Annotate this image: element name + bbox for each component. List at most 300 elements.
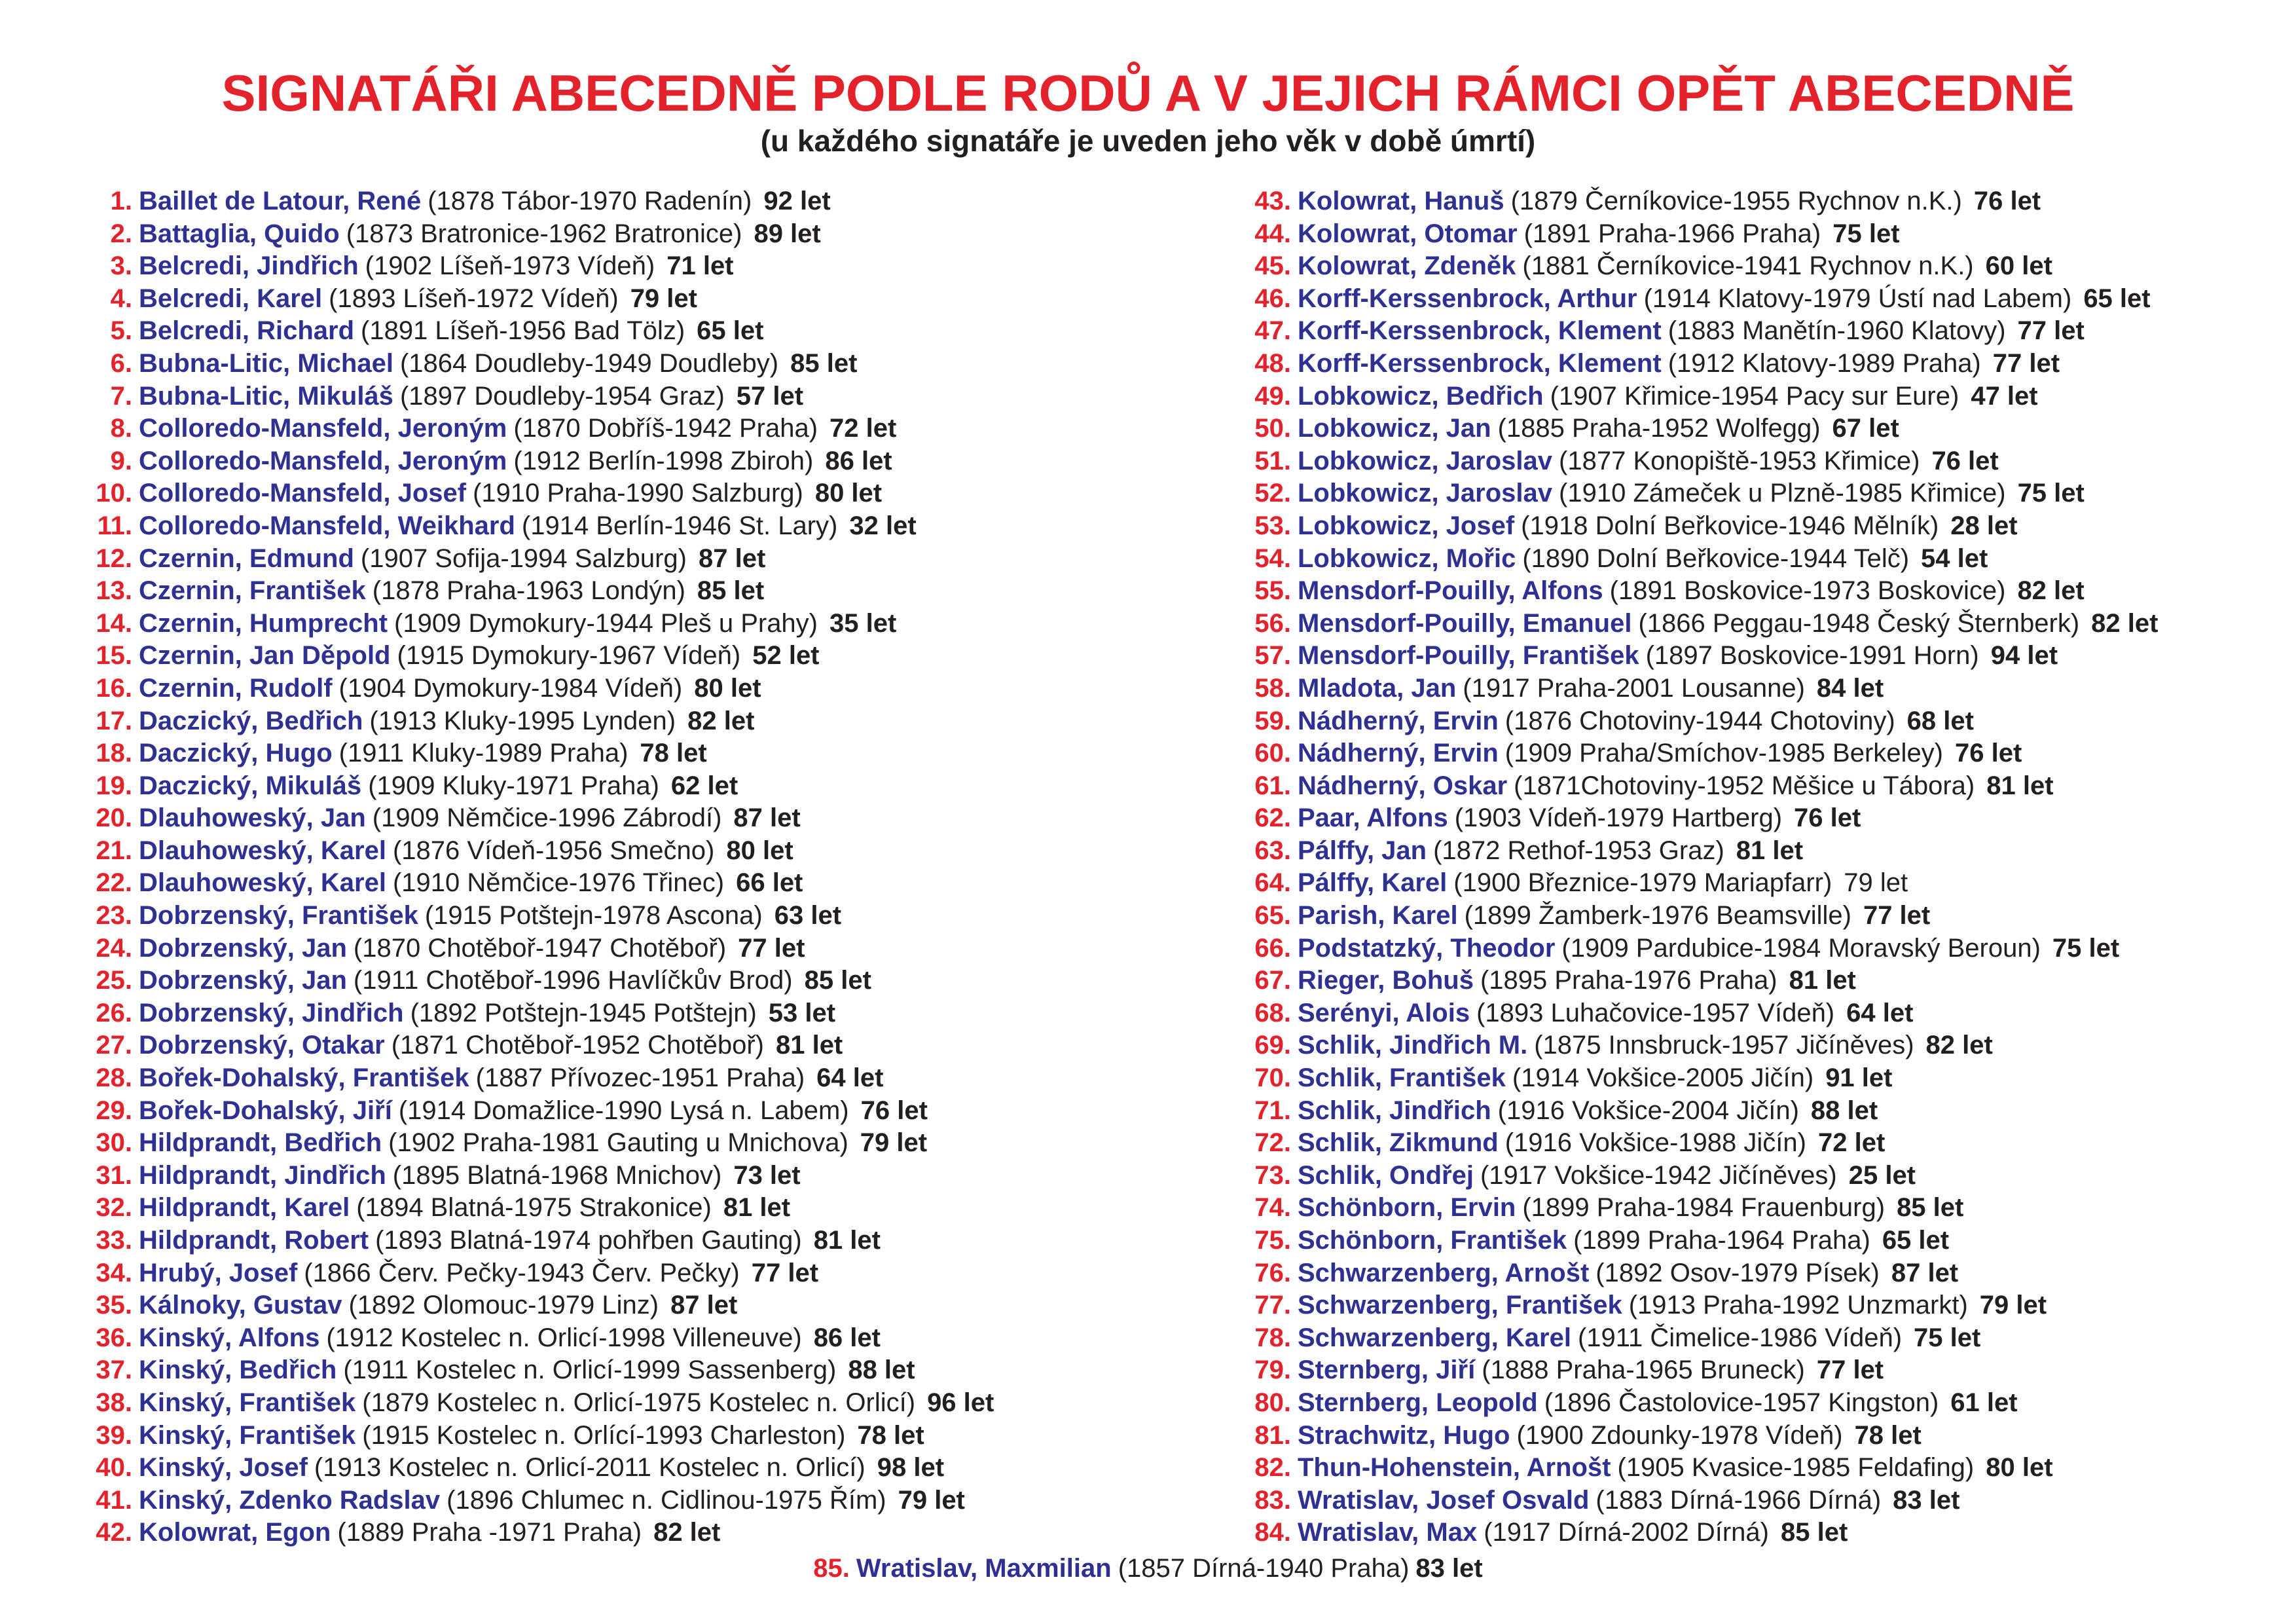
entry-info: (1893 Blatná-1974 pohřben Gauting): [375, 1226, 802, 1255]
signatory-entry: [1231, 867, 2158, 900]
signatory-entry: [1231, 1257, 2158, 1290]
signatory-entry: [72, 965, 994, 997]
entry-name: Nádherný, Ervin: [1298, 706, 1499, 735]
signatory-entry: [1231, 1225, 2158, 1257]
entry-name: Czernin, František: [139, 576, 366, 606]
entry-info: (1887 Přívozec-1951 Praha): [475, 1063, 805, 1093]
entry-info: (1902 Líšeň-1973 Vídeň): [365, 251, 655, 281]
entry-name: Hildprandt, Robert: [139, 1226, 369, 1255]
signatory-entry: [1231, 1192, 2158, 1225]
signatory-entry: [1231, 575, 2158, 608]
entry-age: 67 let: [1832, 414, 1899, 443]
signatory-entry: [1231, 900, 2158, 932]
entry-age: 94 let: [1990, 641, 2058, 671]
entry-number: 4.: [110, 284, 132, 313]
signatory-entry: [1231, 1160, 2158, 1192]
entry-number: 28.: [96, 1063, 132, 1093]
entry-age: 85 let: [1780, 1518, 1848, 1547]
entry-number: 8.: [110, 414, 132, 443]
entry-age: 60 let: [1985, 251, 2052, 281]
signatory-entry: [72, 932, 994, 965]
entry-info: (1870 Chotěboř-1947 Chotěboř): [353, 933, 727, 963]
entry-name: Korff-Kerssenbrock, Arthur: [1298, 284, 1637, 313]
entry-name: Czernin, Rudolf: [139, 673, 333, 703]
entry-number: 50.: [1254, 414, 1291, 443]
entry-age: 75 let: [2052, 933, 2120, 963]
entry-number: 31.: [96, 1160, 132, 1190]
entry-number: 70.: [1254, 1063, 1291, 1093]
entry-name: Mladota, Jan: [1298, 673, 1457, 703]
signatory-entry: [72, 250, 994, 283]
signatory-entry: [1231, 1387, 2158, 1420]
entry-name: Wratislav, Josef Osvald: [1298, 1485, 1590, 1515]
signatory-entry: [72, 1225, 994, 1257]
entry-age: 77 let: [738, 933, 805, 963]
signatory-entry: [72, 445, 994, 478]
entry-age: 84 let: [1816, 673, 1884, 703]
entry-number: 83.: [1254, 1485, 1291, 1515]
entry-info: (1914 Domažlice-1990 Lysá n. Labem): [398, 1096, 849, 1125]
entry-number: 84.: [1254, 1518, 1291, 1547]
entry-name: Nádherný, Ervin: [1298, 739, 1499, 768]
entry-number: 17.: [96, 706, 132, 735]
entry-info: (1872 Rethof-1953 Graz): [1433, 836, 1724, 865]
entry-age: 83 let: [1893, 1485, 1960, 1515]
entry-name: Dobrzenský, Jan: [139, 966, 347, 995]
entry-age: 78 let: [640, 739, 707, 768]
entry-age: 61 let: [1950, 1388, 2018, 1417]
entry-number: 6.: [110, 348, 132, 378]
entry-number: 85.: [813, 1554, 850, 1583]
entry-info: (1899 Praha-1984 Frauenburg): [1522, 1193, 1886, 1223]
signatory-entry: [72, 185, 994, 218]
signatory-entry: [1231, 1322, 2158, 1355]
signatory-entry: [72, 673, 994, 705]
entry-name: Sternberg, Jiří: [1298, 1356, 1476, 1385]
entry-number: 82.: [1254, 1453, 1291, 1483]
entry-name: Korff-Kerssenbrock, Klement: [1298, 348, 1662, 378]
entry-info: (1915 Kostelec n. Orlící-1993 Charleston): [362, 1420, 846, 1450]
signatory-entry: [1231, 218, 2158, 251]
signatory-entry: [72, 348, 994, 380]
entry-info: (1912 Berlín-1998 Zbiroh): [513, 446, 814, 475]
entry-number: 16.: [96, 673, 132, 703]
entry-name: Paar, Alfons: [1298, 803, 1448, 833]
entry-number: 58.: [1254, 673, 1291, 703]
entry-number: 37.: [96, 1356, 132, 1385]
entry-info: (1914 Klatovy-1979 Ústí nad Labem): [1643, 284, 2072, 313]
entry-age: 76 let: [1931, 446, 1999, 475]
entry-age: 77 let: [1816, 1356, 1884, 1385]
entry-name: Mensdorf-Pouilly, František: [1298, 641, 1639, 671]
entry-age: 68 let: [1906, 706, 1974, 735]
signatory-entry: [1231, 315, 2158, 348]
entry-age: 81 let: [1736, 836, 1804, 865]
entry-number: 38.: [96, 1388, 132, 1417]
entry-age: 25 let: [1848, 1160, 1916, 1190]
signatory-entry: [72, 1257, 994, 1290]
entry-name: Schlik, Jindřich: [1298, 1096, 1491, 1125]
entry-number: 62.: [1254, 803, 1291, 833]
entry-age: 54 let: [1921, 544, 1988, 573]
entry-info: (1891 Líšeň-1956 Bad Tölz): [361, 316, 685, 346]
signatory-entry: [1231, 1354, 2158, 1387]
entry-number: 5.: [110, 316, 132, 346]
entry-name: Schlik, Jindřich M.: [1298, 1031, 1528, 1060]
entry-number: 66.: [1254, 933, 1291, 963]
entry-name: Hildprandt, Jindřich: [139, 1160, 386, 1190]
signatory-entry: [72, 997, 994, 1030]
entry-age: 85 let: [697, 576, 765, 606]
entry-name: Hildprandt, Karel: [139, 1193, 350, 1223]
entry-info: (1866 Červ. Pečky-1943 Červ. Pečky): [304, 1258, 740, 1287]
entry-age: 64 let: [1846, 998, 1914, 1027]
entry-number: 25.: [96, 966, 132, 995]
entry-age: 87 let: [698, 544, 766, 573]
entry-age: 79 let: [630, 284, 697, 313]
entry-name: Kinský, František: [139, 1420, 356, 1450]
entry-info: (1878 Tábor-1970 Radenín): [428, 187, 752, 215]
entry-age: 72 let: [829, 414, 897, 443]
entry-name: Hildprandt, Bedřich: [139, 1128, 382, 1158]
entry-name: Lobkowicz, Jaroslav: [1298, 479, 1553, 508]
entry-info: (1910 Zámeček u Plzně-1985 Křimice): [1559, 479, 2006, 508]
entry-age: 75 let: [1832, 219, 1900, 248]
entry-name: Belcredi, Karel: [139, 284, 323, 313]
signatory-entry: [1231, 705, 2158, 738]
entry-info: (1857 Dírná-1940 Praha): [1118, 1554, 1410, 1583]
entry-number: 60.: [1254, 739, 1291, 768]
signatory-entry: [72, 608, 994, 640]
entry-name: Korff-Kerssenbrock, Klement: [1298, 316, 1662, 346]
entry-info: (1870 Dobříš-1942 Praha): [513, 414, 818, 443]
signatory-entry: [72, 1387, 994, 1420]
entry-name: Kálnoky, Gustav: [139, 1291, 342, 1320]
entry-age: 81 let: [723, 1193, 791, 1223]
entry-number: 36.: [96, 1323, 132, 1352]
entry-age: 80 let: [814, 479, 883, 508]
entry-number: 13.: [96, 576, 132, 606]
entry-name: Mensdorf-Pouilly, Alfons: [1298, 576, 1603, 606]
signatory-entry: [1231, 413, 2158, 445]
entry-age: 78 let: [857, 1420, 924, 1450]
entry-age: 80 let: [694, 673, 761, 703]
entry-age: 52 let: [752, 641, 820, 671]
signatory-entry: [72, 413, 994, 445]
entry-age: 76 let: [1794, 803, 1861, 833]
entry-info: (1891 Praha-1966 Praha): [1523, 219, 1821, 248]
page-title: SIGNATÁŘI ABECEDNĚ PODLE RODŮ A V JEJICH RÁMCI OPĚT ABECEDNĚ: [221, 64, 2075, 122]
entry-number: 1.: [110, 187, 132, 215]
entry-number: 56.: [1254, 608, 1291, 638]
entry-name: Schwarzenberg, Karel: [1298, 1323, 1571, 1352]
entry-info: (1871Chotoviny-1952 Měšice u Tábora): [1514, 771, 1975, 800]
entry-name: Kinský, Josef: [139, 1453, 308, 1483]
entry-number: 61.: [1254, 771, 1291, 800]
entry-age: 53 let: [768, 998, 836, 1027]
signatory-entry: [1231, 640, 2158, 673]
entry-name: Dobrzenský, František: [139, 901, 418, 931]
entry-age: 87 let: [733, 803, 801, 833]
entry-age: 79 let: [860, 1128, 928, 1158]
signatory-list-right: [1231, 185, 2158, 1549]
entry-name: Daczický, Bedřich: [139, 706, 363, 735]
signatory-entry: [72, 1160, 994, 1192]
entry-name: Wratislav, Maxmilian: [856, 1554, 1112, 1583]
entry-info: (1900 Březnice-1979 Mariapfarr): [1453, 868, 1832, 898]
signatory-entry: [1231, 185, 2158, 218]
entry-number: 2.: [110, 219, 132, 248]
entry-info: (1889 Praha -1971 Praha): [337, 1518, 642, 1547]
signatory-entry: [1231, 997, 2158, 1030]
entry-info: (1914 Vokšice-2005 Jičín): [1512, 1063, 1814, 1093]
entry-name: Lobkowicz, Bedřich: [1298, 381, 1544, 411]
entry-age: 77 let: [2017, 316, 2085, 346]
entry-number: 19.: [96, 771, 132, 800]
entry-number: 11.: [97, 511, 132, 540]
entry-number: 24.: [96, 933, 132, 963]
entry-name: Schönborn, František: [1298, 1226, 1567, 1255]
entry-number: 76.: [1254, 1258, 1291, 1287]
entry-name: Lobkowicz, Mořic: [1298, 544, 1516, 573]
entry-info: (1883 Manětín-1960 Klatovy): [1667, 316, 2006, 346]
signatory-entry: [1231, 1485, 2158, 1517]
entry-age: 83 let: [1415, 1554, 1483, 1583]
entry-number: 27.: [96, 1031, 132, 1060]
entry-info: (1895 Praha-1976 Praha): [1480, 966, 1777, 995]
entry-number: 9.: [110, 446, 132, 475]
entry-name: Colloredo-Mansfeld, Josef: [139, 479, 467, 508]
entry-age: 76 let: [1973, 187, 2041, 215]
entry-age: 88 let: [848, 1356, 915, 1385]
entry-age: 65 let: [2083, 284, 2151, 313]
page-subtitle: (u každého signatáře je uveden jeho věk v době úmrtí): [760, 124, 1536, 158]
entry-age: 79 let: [898, 1485, 965, 1515]
entry-info: (1897 Boskovice-1991 Horn): [1645, 641, 1979, 671]
entry-number: 18.: [96, 739, 132, 768]
signatory-entry: [1231, 543, 2158, 576]
entry-name: Schlik, Ondřej: [1298, 1160, 1474, 1190]
entry-name: Daczický, Mikuláš: [139, 771, 362, 800]
entry-name: Battaglia, Quido: [139, 219, 340, 248]
entry-info: (1892 Olomouc-1979 Linz): [348, 1291, 659, 1320]
entry-age: 81 let: [1986, 771, 2054, 800]
signatory-entry: [72, 770, 994, 803]
entry-number: 55.: [1254, 576, 1291, 606]
entry-name: Colloredo-Mansfeld, Jeroným: [139, 414, 507, 443]
entry-age: 85 let: [790, 348, 858, 378]
entry-age: 86 let: [825, 446, 892, 475]
entry-info: (1910 Praha-1990 Salzburg): [473, 479, 803, 508]
entry-name: Mensdorf-Pouilly, Emanuel: [1298, 608, 1632, 638]
signatory-entry: [1231, 770, 2158, 803]
entry-name: Podstatzký, Theodor: [1298, 933, 1556, 963]
signatory-entry: [1231, 1517, 2158, 1549]
entry-number: 15.: [96, 641, 132, 671]
entry-age: 82 let: [2091, 608, 2159, 638]
entry-number: 59.: [1254, 706, 1291, 735]
entry-info: (1903 Vídeň-1979 Hartberg): [1454, 803, 1783, 833]
entry-number: 47.: [1254, 316, 1291, 346]
entry-number: 67.: [1254, 966, 1291, 995]
entry-name: Sternberg, Leopold: [1298, 1388, 1538, 1417]
signatory-entry: [72, 1322, 994, 1355]
entry-number: 20.: [96, 803, 132, 833]
entry-number: 10.: [96, 479, 132, 508]
entry-info: (1905 Kvasice-1985 Feldafing): [1617, 1453, 1975, 1483]
entry-number: 81.: [1254, 1420, 1291, 1450]
entry-number: 22.: [96, 868, 132, 898]
entry-age: 82 let: [687, 706, 755, 735]
entry-name: Belcredi, Richard: [139, 316, 355, 346]
signatory-entry: [72, 737, 994, 770]
signatory-entry: [72, 1192, 994, 1225]
entry-age: 88 let: [1810, 1096, 1878, 1125]
entry-age: 78 let: [1854, 1420, 1922, 1450]
entry-info: (1864 Doudleby-1949 Doudleby): [399, 348, 779, 378]
signatory-entry: [1231, 673, 2158, 705]
entry-info: (1890 Dolní Beřkovice-1944 Telč): [1522, 544, 1910, 573]
entry-name: Dlauhoweský, Karel: [139, 868, 386, 898]
entry-number: 71.: [1254, 1096, 1291, 1125]
entry-name: Kolowrat, Egon: [139, 1518, 331, 1547]
entry-name: Bubna-Litic, Michael: [139, 348, 393, 378]
entry-number: 7.: [110, 381, 132, 411]
entry-name: Schwarzenberg, Arnošt: [1298, 1258, 1590, 1287]
signatory-entry: [72, 1062, 994, 1095]
entry-name: Kolowrat, Zdeněk: [1298, 251, 1516, 281]
entry-info: (1911 Chotěboř-1996 Havlíčkův Brod): [353, 966, 793, 995]
signatory-entry: [1231, 477, 2158, 510]
entry-age: 85 let: [1897, 1193, 1964, 1223]
signatory-entry: [1231, 445, 2158, 478]
entry-name: Kinský, Zdenko Radslav: [139, 1485, 441, 1515]
entry-name: Kolowrat, Hanuš: [1298, 187, 1504, 215]
entry-info: (1909 Pardubice-1984 Moravský Beroun): [1561, 933, 2041, 963]
signatory-entry: [72, 1354, 994, 1387]
entry-info: (1894 Blatná-1975 Strakonice): [356, 1193, 712, 1223]
entry-age: 76 let: [860, 1096, 928, 1125]
entry-info: (1893 Líšeň-1972 Vídeň): [329, 284, 619, 313]
entry-info: (1909 Dymokury-1944 Pleš u Prahy): [394, 608, 818, 638]
entry-name: Colloredo-Mansfeld, Weikhard: [139, 511, 515, 540]
entry-info: (1879 Kostelec n. Orlicí-1975 Kostelec n. Orlicí): [362, 1388, 916, 1417]
entry-age: 87 let: [1891, 1258, 1959, 1287]
signatory-entry: [1231, 283, 2158, 316]
entry-name: Lobkowicz, Jaroslav: [1298, 446, 1553, 475]
signatory-entry: [72, 867, 994, 900]
signatory-entry: [72, 900, 994, 932]
entry-age: 91 let: [1825, 1063, 1893, 1093]
entry-name: Czernin, Edmund: [139, 544, 354, 573]
signatory-entry: [1231, 932, 2158, 965]
entry-info: (1917 Vokšice-1942 Jičíněves): [1480, 1160, 1837, 1190]
entry-age: 47 let: [1971, 381, 2038, 411]
entry-info: (1917 Dírná-2002 Dírná): [1484, 1518, 1769, 1547]
entry-info: (1879 Černíkovice-1955 Rychnov n.K.): [1510, 187, 1962, 215]
entry-info: (1912 Klatovy-1989 Praha): [1667, 348, 1981, 378]
entry-number: 35.: [96, 1291, 132, 1320]
entry-info: (1909 Němčice-1996 Zábrodí): [372, 803, 722, 833]
entry-info: (1913 Kostelec n. Orlicí-2011 Kostelec n. Orlicí): [314, 1453, 866, 1483]
signatory-entry: [1231, 1095, 2158, 1128]
entry-number: 39.: [96, 1420, 132, 1450]
entry-name: Bubna-Litic, Mikuláš: [139, 381, 393, 411]
entry-name: Thun-Hohenstein, Arnošt: [1298, 1453, 1611, 1483]
entry-info: (1871 Chotěboř-1952 Chotěboř): [391, 1031, 764, 1060]
entry-info: (1909 Praha/Smíchov-1985 Berkeley): [1504, 739, 1944, 768]
signatory-entry: [72, 543, 994, 576]
entry-age: 79 let: [1844, 868, 1908, 898]
signatory-entry: [1231, 1452, 2158, 1485]
entry-info: (1902 Praha-1981 Gauting u Mnichova): [388, 1128, 848, 1158]
entry-info: (1911 Čimelice-1986 Vídeň): [1577, 1323, 1903, 1352]
entry-age: 72 let: [1817, 1128, 1886, 1158]
entry-info: (1888 Praha-1965 Bruneck): [1482, 1356, 1805, 1385]
entry-number: 72.: [1254, 1128, 1291, 1158]
entry-name: Hrubý, Josef: [139, 1258, 298, 1287]
entry-age: 57 let: [736, 381, 804, 411]
entry-info: (1913 Kluky-1995 Lynden): [369, 706, 676, 735]
entry-info: (1913 Praha-1992 Unzmarkt): [1628, 1291, 1968, 1320]
entry-name: Kolowrat, Otomar: [1298, 219, 1518, 248]
signatory-entry: [72, 1127, 994, 1160]
entry-number: 63.: [1254, 836, 1291, 865]
signatory-entry: [1231, 348, 2158, 380]
entry-number: 73.: [1254, 1160, 1291, 1190]
entry-number: 53.: [1254, 511, 1291, 540]
entry-age: 81 let: [1789, 966, 1856, 995]
signatory-entry: [1231, 510, 2158, 543]
entry-info: (1895 Blatná-1968 Mnichov): [392, 1160, 722, 1190]
signatory-entry: [72, 1289, 994, 1322]
entry-age: 32 let: [849, 511, 917, 540]
entry-info: (1916 Vokšice-1988 Jičín): [1504, 1128, 1806, 1158]
entry-number: 45.: [1254, 251, 1291, 281]
signatory-entry: [1231, 1420, 2158, 1452]
entry-name: Daczický, Hugo: [139, 739, 333, 768]
entry-number: 48.: [1254, 348, 1291, 378]
entry-info: (1917 Praha-2001 Lousanne): [1463, 673, 1805, 703]
entry-number: 46.: [1254, 284, 1291, 313]
entry-info: (1896 Chlumec n. Cidlinou-1975 Řím): [446, 1485, 886, 1515]
entry-info: (1904 Dymokury-1984 Vídeň): [338, 673, 683, 703]
entry-age: 81 let: [775, 1031, 843, 1060]
entry-info: (1899 Praha-1964 Praha): [1573, 1226, 1870, 1255]
entry-info: (1912 Kostelec n. Orlicí-1998 Villeneuve): [326, 1323, 802, 1352]
entry-age: 98 let: [877, 1453, 945, 1483]
entry-name: Pálffy, Karel: [1298, 868, 1448, 898]
entry-name: Schlik, Zikmund: [1298, 1128, 1499, 1158]
entry-info: (1909 Kluky-1971 Praha): [368, 771, 659, 800]
entry-name: Kinský, Bedřich: [139, 1356, 337, 1385]
entry-age: 80 let: [1986, 1453, 2053, 1483]
entry-info: (1900 Zdounky-1978 Vídeň): [1516, 1420, 1843, 1450]
entry-info: (1897 Doudleby-1954 Graz): [399, 381, 725, 411]
entry-name: Belcredi, Jindřich: [139, 251, 359, 281]
entry-name: Bořek-Dohalský, Jiří: [139, 1096, 392, 1125]
entry-age: 77 let: [1992, 348, 2060, 378]
entry-info: (1918 Dolní Beřkovice-1946 Mělník): [1521, 511, 1939, 540]
entry-info: (1911 Kluky-1989 Praha): [338, 739, 629, 768]
entry-name: Schlik, František: [1298, 1063, 1506, 1093]
signatory-entry: [72, 640, 994, 673]
entry-name: Wratislav, Max: [1298, 1518, 1478, 1547]
entry-info: (1907 Sofija-1994 Salzburg): [360, 544, 687, 573]
entry-number: 75.: [1254, 1226, 1291, 1255]
entry-age: 64 let: [816, 1063, 884, 1093]
entry-name: Baillet de Latour, René: [139, 187, 422, 215]
